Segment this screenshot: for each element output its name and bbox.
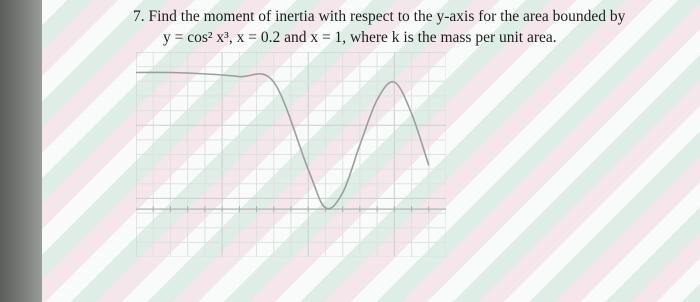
problem-number: 7. bbox=[133, 8, 145, 25]
background-edge bbox=[0, 0, 42, 302]
plot-svg bbox=[136, 52, 446, 257]
graph bbox=[136, 52, 446, 262]
problem-line-2: y = cos² x³, x = 0.2 and x = 1, where k is the mass per unit area. bbox=[163, 29, 557, 46]
problem-line-1 bbox=[133, 6, 693, 27]
problem-text bbox=[133, 6, 693, 48]
grid-lines bbox=[136, 52, 446, 257]
problem-statement: Find the moment of inertia with respect to the y-axis for the area bounded by bbox=[148, 8, 626, 25]
curve-line bbox=[136, 72, 429, 208]
